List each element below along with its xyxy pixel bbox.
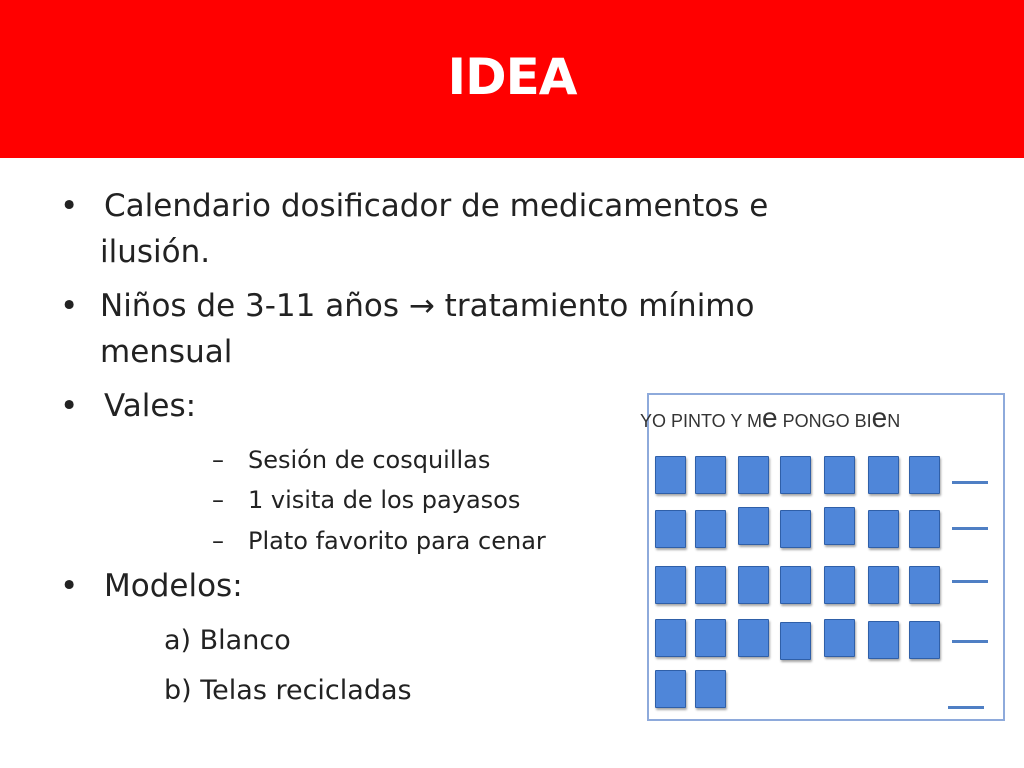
calendar-day-square: [780, 456, 811, 494]
calendar-day-square: [909, 566, 940, 604]
vale-text: 1 visita de los payasos: [248, 486, 521, 514]
calendar-write-line: [952, 481, 988, 484]
calendar-title-part: PONGO BI: [777, 411, 872, 431]
calendar-day-square: [824, 456, 855, 494]
bullet-dot: •: [60, 288, 79, 324]
calendar-day-square: [655, 619, 686, 657]
modelo-item: b) Telas recicladas: [164, 675, 412, 706]
calendar-day-square: [909, 456, 940, 494]
calendar-day-square: [824, 566, 855, 604]
calendar-title-part: YO PINTO Y M: [640, 411, 763, 431]
calendar-day-square: [738, 566, 769, 604]
calendar-day-square: [868, 510, 899, 548]
calendar-title: [640, 402, 900, 434]
calendar-day-square: [655, 456, 686, 494]
calendar-day-square: [738, 456, 769, 494]
dash-marker: –: [212, 486, 224, 514]
calendar-day-square: [695, 510, 726, 548]
bullet-text: Niños de 3-11 años → tratamiento mínimo: [100, 288, 755, 324]
calendar-write-line: [952, 580, 988, 583]
calendar-day-square: [824, 507, 855, 545]
slide-title: IDEA: [447, 48, 577, 106]
calendar-day-square: [695, 670, 726, 708]
bullet-dot: •: [60, 188, 79, 224]
calendar-day-square: [695, 456, 726, 494]
dash-marker: –: [212, 527, 224, 555]
calendar-day-square: [738, 507, 769, 545]
calendar-title-part: e: [871, 402, 888, 433]
calendar-day-square: [868, 566, 899, 604]
bullet-text: Modelos:: [104, 568, 243, 604]
calendar-day-square: [780, 510, 811, 548]
calendar-day-square: [655, 510, 686, 548]
calendar-day-square: [655, 670, 686, 708]
calendar-day-square: [780, 622, 811, 660]
bullet-dot: •: [60, 568, 79, 604]
bullet-text: Vales:: [104, 388, 197, 424]
calendar-write-line: [948, 706, 984, 709]
bullet-dot: •: [60, 388, 79, 424]
dash-marker: –: [212, 446, 224, 474]
calendar-title-part: N: [887, 411, 901, 431]
calendar-day-square: [909, 510, 940, 548]
calendar-title-part: e: [762, 402, 778, 433]
calendar-day-square: [868, 456, 899, 494]
calendar-day-square: [868, 621, 899, 659]
vale-text: Sesión de cosquillas: [248, 446, 491, 474]
vale-text: Plato favorito para cenar: [248, 527, 546, 555]
calendar-day-square: [655, 566, 686, 604]
modelo-item: a) Blanco: [164, 625, 291, 656]
calendar-write-line: [952, 640, 988, 643]
bullet-text-continued: mensual: [100, 334, 233, 370]
calendar-day-square: [695, 619, 726, 657]
calendar-write-line: [952, 527, 988, 530]
calendar-day-square: [738, 619, 769, 657]
calendar-day-square: [824, 619, 855, 657]
calendar-day-square: [909, 621, 940, 659]
bullet-text-continued: ilusión.: [100, 234, 211, 270]
calendar-day-square: [780, 566, 811, 604]
calendar-day-square: [695, 566, 726, 604]
bullet-text: Calendario dosificador de medicamentos e: [104, 188, 769, 224]
